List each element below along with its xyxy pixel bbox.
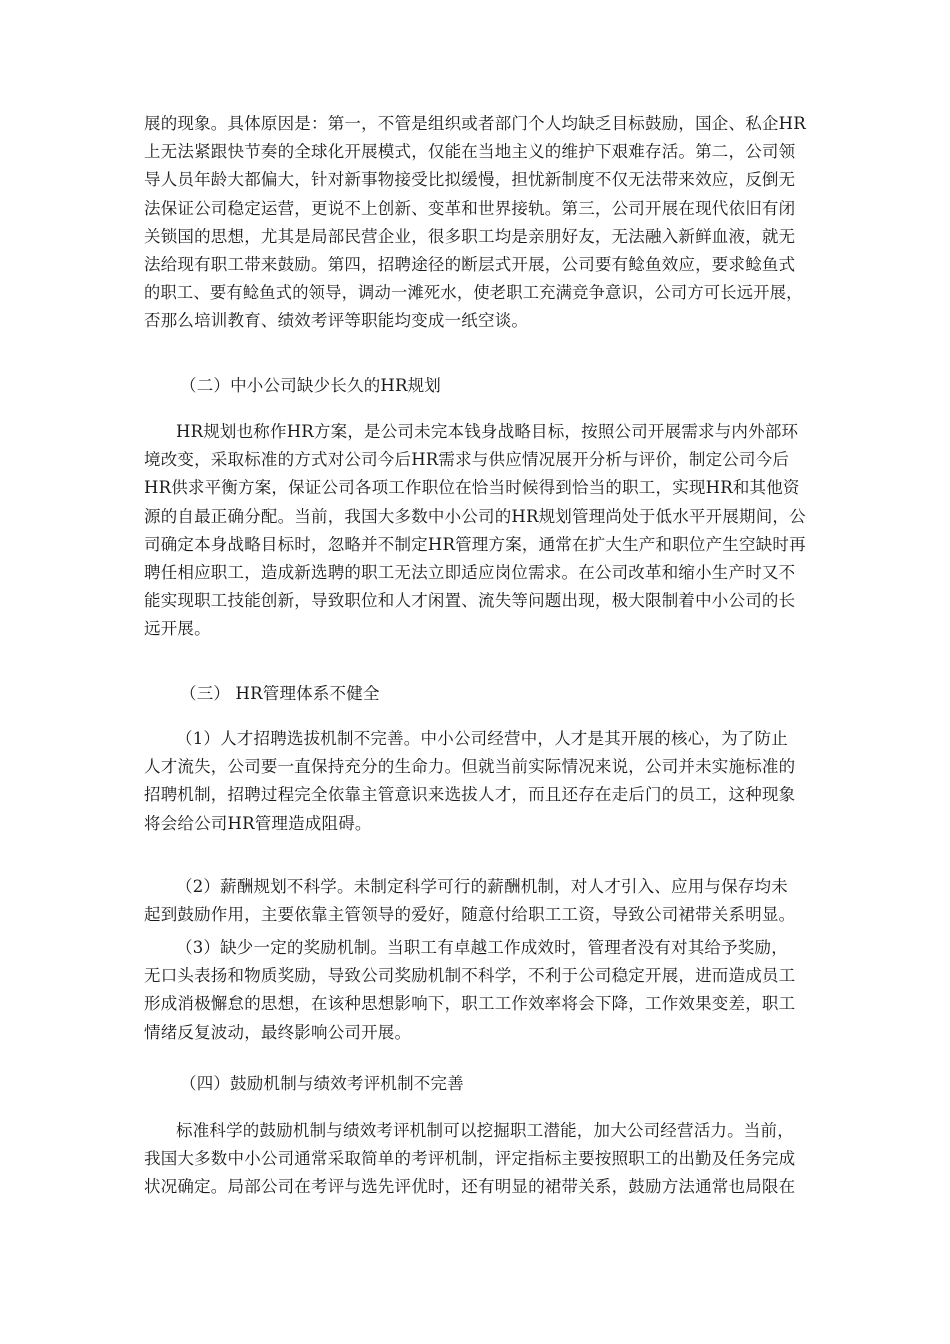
text-line: 人才流失，公司要一直保持充分的生命力。但就当前实际情况来说，公司并未实施标准的 [144, 757, 796, 777]
text-line: （2）薪酬规划不科学。未制定科学可行的薪酬机制，对人才引入、应用与保存均未 [176, 877, 788, 896]
text-line: 关锁国的思想，尤其是局部民营企业，很多职工均是亲朋好友，无法融入新鲜血液，就无 [144, 226, 796, 246]
text-line: 招聘机制，招聘过程完全依靠主管意识来选拔人才，而且还存在走后门的员工，这种现象 [144, 785, 796, 805]
text-line: 标准科学的鼓励机制与绩效考评机制可以挖掘职工潜能，加大公司经营活力。当前， [176, 1121, 794, 1140]
paragraph-salary [144, 873, 806, 929]
text-line: 司确定本身战略目标时，忽略并不制定HR管理方案，通常在扩大生产和职位产生空缺时再 [144, 534, 806, 554]
text-line: HR规划也称作HR方案，是公司未完本钱身战略目标，按照公司开展需求与内外部环 [176, 422, 799, 441]
text-line: 上无法紧跟快节奏的全球化开展模式，仅能在当地主义的维护下艰难存活。第二，公司领 [144, 142, 796, 162]
text-line: 的职工、要有鲶鱼式的领导，调动一滩死水，使老职工充满竞争意识，公司方可长远开展， [144, 283, 803, 303]
paragraph-reward [144, 934, 806, 1047]
text-line: 否那么培训教育、绩效考评等职能均变成一纸空谈。 [144, 311, 529, 331]
text-line: 源的自最正确分配。当前，我国大多数中小公司的HR规划管理尚处于低水平开展期间，公 [144, 506, 806, 526]
paragraph-recruitment [144, 725, 806, 838]
text-line: （3）缺少一定的奖励机制。当职工有卓越工作成效时，管理者没有对其给予奖励， [176, 938, 788, 957]
text-line: 状况确定。局部公司在考评与选先评优时，还有明显的裙带关系，鼓励方法通常也局限在 [144, 1177, 796, 1197]
text-line: 起到鼓励作用，主要依靠主管领导的爱好，随意付给职工工资，导致公司裙带关系明显。 [144, 905, 796, 925]
text-line: 法给现有职工带来鼓励。第四，招聘途径的断层式开展，公司要有鲶鱼效应，要求鲶鱼式 [144, 254, 796, 274]
section-heading-3: （三） HR管理体系不健全 [180, 684, 380, 703]
text-line: 远开展。 [144, 619, 211, 639]
text-line: 我国大多数中小公司通常采取简单的考评机制，评定指标主要按照职工的出勤及任务完成 [144, 1149, 796, 1169]
text-line: 情绪反复波动，最终影响公司开展。 [144, 1022, 412, 1042]
paragraph-hr-planning [144, 418, 806, 644]
paragraph-incentive [144, 1117, 806, 1202]
text-line: 聘任相应职工，造成新选聘的职工无法立即适应岗位需求。在公司改革和缩小生产时又不 [144, 562, 796, 582]
text-line: 展的现象。具体原因是：第一，不管是组织或者部门个人均缺乏目标鼓励，国企、私企HR [144, 114, 806, 133]
text-line: 将会给公司HR管理造成阻碍。 [144, 813, 372, 833]
text-line: 法保证公司稳定运营，更说不上创新、变革和世界接轨。第三，公司开展在现代依旧有闭 [144, 198, 796, 218]
text-line: 能实现职工技能创新，导致职位和人才闲置、流失等问题出现，极大限制着中小公司的长 [144, 591, 796, 611]
text-line: 境改变，采取标准的方式对公司今后HR需求与供应情况展开分析与评价，制定公司今后 [144, 450, 790, 470]
text-line: 形成消极懈怠的思想，在该种思想影响下，职工工作效率将会下降，工作效果变差，职工 [144, 994, 796, 1014]
section-heading-4: （四）鼓励机制与绩效考评机制不完善 [180, 1074, 464, 1093]
text-line: （1）人才招聘选拔机制不完善。中小公司经营中，人才是其开展的核心，为了防止 [176, 729, 788, 748]
paragraph-causes [144, 110, 806, 336]
text-line: 无口头表扬和物质奖励，导致公司奖励机制不科学，不利于公司稳定开展，进而造成员工 [144, 966, 796, 986]
text-line: HR供求平衡方案，保证公司各项工作职位在恰当时候得到恰当的职工，实现HR和其他资 [144, 478, 800, 498]
section-heading-2: （二）中小公司缺少长久的HR规划 [180, 376, 442, 395]
text-line: 导人员年龄大都偏大，针对新事物接受比拟缓慢，担忧新制度不仅无法带来效应，反倒无 [144, 170, 796, 190]
